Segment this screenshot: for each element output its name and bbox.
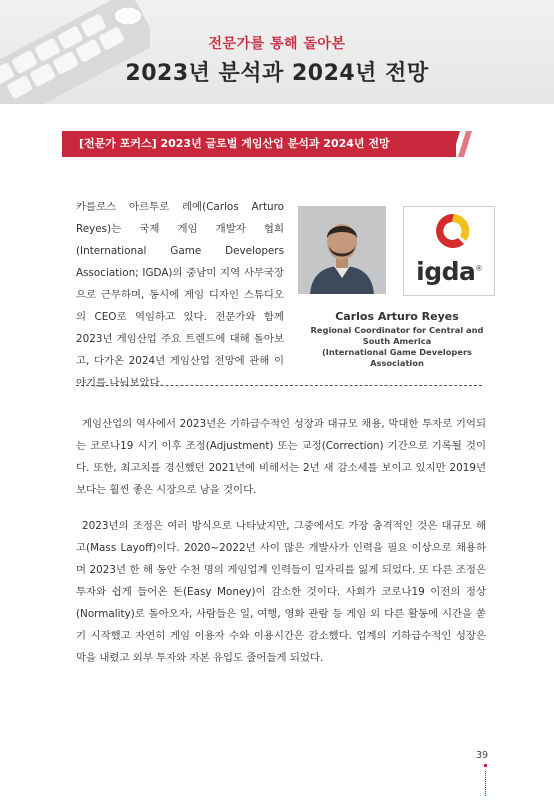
igda-logo-text <box>404 257 494 286</box>
page-dotted-line <box>485 771 486 796</box>
igda-wordmark: igda <box>416 257 476 286</box>
body-paragraph-1: 게임산업의 역사에서 2023년은 기하급수적인 성장과 대규모 채용, 막대한 투자로 기억되는 코로나19 시기 이후 조정(Adjustment) 또는 교정(Correction) 기간으로 기록될 것이다. 또한, 최고치를 경신했던 2021년에 비해서는 2년 새 감소세를 보이고 있지만 2019년보다는 훨씬 좋은 시장으로 남을 것이다. <box>76 418 486 496</box>
page-number: 39 <box>476 750 489 761</box>
section-banner-text: [전문가 포커스] 2023년 글로벌 게임산업 분석과 2024년 전망 <box>79 137 390 150</box>
page-marker <box>484 764 487 767</box>
profile-role <box>300 325 494 369</box>
intro-paragraph: 카를로스 아르투로 레예(Carlos Arturo Reyes)는 국제 게임 개발자 협회(International Game Developers Association; IGDA)의 중남미 지역 사무국장으로 근무하며, 동시에 게임 디자인 스튜디오의 CEO로 역임하고 있다. 전문가와 함께 2023년 게임산업 주요 트렌드에 대해 돌아보고, 다가온 2024년 게임산업 전망에 관해 이야기를 나눠보았다. <box>76 201 284 389</box>
profile-role-line2: (International Game Developers Association <box>322 347 472 368</box>
header-title: 2023년 분석과 2024년 전망 <box>125 61 429 86</box>
profile-name: Carlos Arturo Reyes <box>335 310 459 323</box>
body-paragraph-2: 2023년의 조정은 여러 방식으로 나타났지만, 그중에서도 가장 충격적인 것은 대규모 해고(Mass Layoff)이다. 2020~2022년 사이 많은 개발사가 인력을 필요 이상으로 채용하며 2023년 한 해 동안 수천 명의 게임업계 인력들이 일자리를 잃게 되었다. 또 다른 조정은 투자와 쉽게 들어온 돈(Easy Money)이 감소한 것이다. 사회가 코로나19 이전의 정상(Normality)로 돌아오자, 사람들은 일, 여행, 영화 관람 등 게임 외 다른 활동에 시간을 쏟기 시작했고 자연히 게임 이용자 수와 이용시간은 감소했다. 업계의 기하급수적인 성장은 막을 내렸고 외부 투자와 자본 유입도 줄어들게 되었다. <box>76 520 486 664</box>
dashed-divider <box>76 385 482 386</box>
profile-role-line1: Regional Coordinator for Central and South America <box>310 325 484 346</box>
banner-stripe-icon <box>452 131 472 157</box>
portrait-photo <box>298 206 386 294</box>
registered-mark: ® <box>475 264 482 273</box>
header-subtitle: 전문가를 통해 돌아본 <box>208 36 346 52</box>
person-portrait-icon <box>298 206 386 294</box>
igda-logo-mark-icon <box>404 207 494 257</box>
page-header <box>0 0 554 104</box>
igda-logo <box>403 206 495 296</box>
